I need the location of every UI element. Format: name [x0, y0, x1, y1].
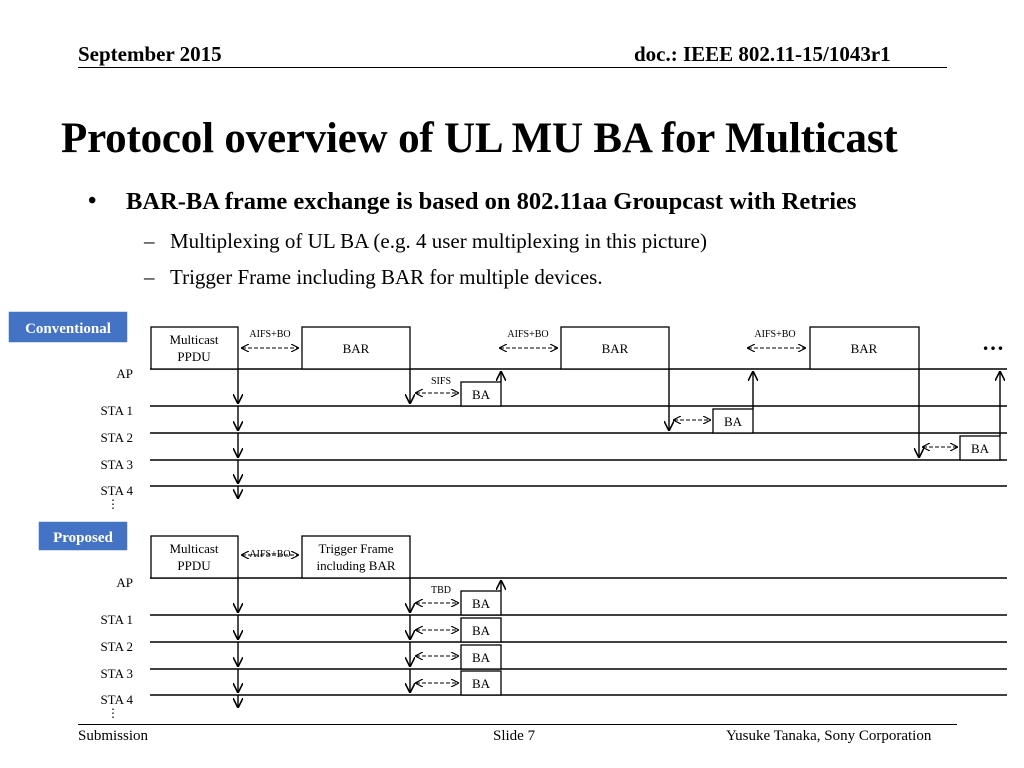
- conventional-tag-label: Conventional: [25, 321, 111, 337]
- ba-label: BA: [970, 441, 990, 456]
- station-label-sta4: STA 4: [100, 692, 133, 707]
- footer-rule: [78, 724, 957, 725]
- header-doc-id: doc.: IEEE 802.11-15/1043r1: [634, 42, 891, 66]
- station-label-sta2: STA 2: [100, 430, 133, 445]
- sub-bullet-dash: –: [144, 265, 155, 289]
- footer-author: Yusuke Tanaka, Sony Corporation: [726, 728, 932, 744]
- slide-title: Protocol overview of UL MU BA for Multicast: [61, 115, 898, 162]
- station-label-sta4: STA 4: [100, 483, 133, 498]
- bullet-main: BAR-BA frame exchange is based on 802.11aa Groupcast with Retries: [126, 188, 857, 215]
- vertical-ellipsis: ⋮: [107, 706, 119, 720]
- station-label-ap: AP: [116, 366, 133, 381]
- aifs-label: AIFS+BO: [754, 329, 796, 340]
- aifs-label: AIFS+BO: [507, 329, 549, 340]
- station-label-sta3: STA 3: [100, 666, 133, 681]
- proposed-section: [38, 521, 1007, 720]
- trigger-frame-label-2: including BAR: [316, 558, 396, 573]
- station-label-sta2: STA 2: [100, 639, 133, 654]
- footer-submission: Submission: [78, 728, 149, 744]
- sub-bullet-1: Multiplexing of UL BA (e.g. 4 user multiplexing in this picture): [170, 229, 707, 253]
- conventional-section: [8, 311, 1007, 511]
- proposed-tag-label: Proposed: [53, 530, 113, 546]
- continuation-ellipsis: …: [982, 330, 1004, 355]
- ba-label: BA: [471, 387, 491, 402]
- station-label-ap: AP: [116, 575, 133, 590]
- footer-slide-number: Slide 7: [493, 728, 536, 744]
- multicast-ppdu-label-2: PPDU: [177, 349, 211, 364]
- header-date: September 2015: [78, 42, 222, 66]
- bar-label: BAR: [342, 341, 370, 356]
- vertical-ellipsis: ⋮: [107, 497, 119, 511]
- sub-bullet-2: Trigger Frame including BAR for multiple devices.: [170, 265, 603, 289]
- station-label-sta3: STA 3: [100, 457, 133, 472]
- ba-label: BA: [471, 650, 491, 665]
- sub-bullet-dash: –: [144, 229, 155, 253]
- tbd-label: TBD: [431, 585, 451, 596]
- bar-label: BAR: [601, 341, 629, 356]
- aifs-label: AIFS+BO: [249, 329, 291, 340]
- ba-label: BA: [471, 596, 491, 611]
- bar-label: BAR: [850, 341, 878, 356]
- multicast-ppdu-label-1: Multicast: [169, 332, 219, 347]
- ba-label: BA: [723, 414, 743, 429]
- ba-label: BA: [471, 676, 491, 691]
- ba-label: BA: [471, 623, 491, 638]
- station-label-sta1: STA 1: [100, 612, 133, 627]
- multicast-ppdu-label-2: PPDU: [177, 558, 211, 573]
- sifs-label: SIFS: [430, 376, 452, 387]
- trigger-frame-label-1: Trigger Frame: [318, 541, 394, 556]
- bullet-marker: •: [88, 188, 97, 214]
- multicast-ppdu-label-1: Multicast: [169, 541, 219, 556]
- aifs-label: AIFS+BO: [249, 549, 291, 560]
- station-label-sta1: STA 1: [100, 403, 133, 418]
